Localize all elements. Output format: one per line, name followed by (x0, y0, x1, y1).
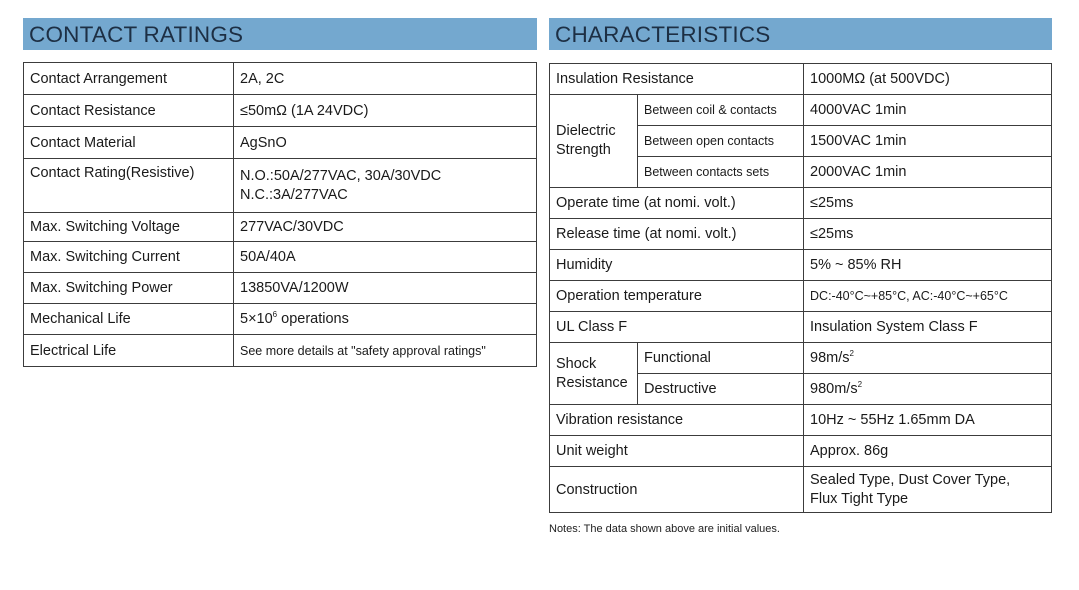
row-value: ≤25ms (804, 188, 1052, 219)
row-label: Unit weight (550, 436, 804, 467)
row-value: 2000VAC 1min (804, 157, 1052, 188)
table-row (550, 436, 1052, 467)
table-row (550, 343, 1052, 374)
row-value: AgSnO (234, 127, 537, 159)
characteristics-table (549, 63, 1052, 513)
row-value: DC:-40°C~+85°C, AC:-40°C~+65°C (804, 281, 1052, 312)
label-line: Dielectric (556, 123, 616, 139)
row-value (804, 467, 1052, 513)
table-row (550, 467, 1052, 513)
row-label: Max. Switching Voltage (24, 213, 234, 242)
row-value: 2A, 2C (234, 63, 537, 95)
row-label: Contact Arrangement (24, 63, 234, 95)
exponent: 2 (857, 380, 863, 390)
value-line: Sealed Type, Dust Cover Type, (810, 471, 1011, 488)
row-value (804, 374, 1052, 405)
table-row (24, 127, 537, 159)
row-value: See more details at "safety approval ratings" (234, 335, 537, 367)
table-row (24, 95, 537, 127)
table-row (24, 273, 537, 304)
row-label: Contact Rating(Resistive) (24, 159, 234, 213)
label-line: Strength (556, 142, 611, 158)
row-label: Contact Material (24, 127, 234, 159)
row-label: Max. Switching Power (24, 273, 234, 304)
table-row (24, 159, 537, 213)
table-row (550, 188, 1052, 219)
value-suffix: operations (277, 311, 349, 327)
row-value: 1500VAC 1min (804, 126, 1052, 157)
row-label: Contact Resistance (24, 95, 234, 127)
row-label: Mechanical Life (24, 304, 234, 335)
row-value: 13850VA/1200W (234, 273, 537, 304)
row-value: 5% ~ 85% RH (804, 250, 1052, 281)
value-line: N.C.:3A/277VAC (240, 186, 348, 203)
contact-ratings-heading: CONTACT RATINGS (23, 18, 537, 50)
row-label: Operate time (at nomi. volt.) (550, 188, 804, 219)
dielectric-strength-label (550, 95, 638, 188)
value-base: 5×10 (240, 311, 273, 327)
row-label: Construction (550, 467, 804, 513)
table-row (24, 335, 537, 367)
row-value: 10Hz ~ 55Hz 1.65mm DA (804, 405, 1052, 436)
row-label: Release time (at nomi. volt.) (550, 219, 804, 250)
row-value: Approx. 86g (804, 436, 1052, 467)
sub-label: Between contacts sets (638, 157, 804, 188)
exponent: 2 (849, 349, 854, 359)
row-value (804, 343, 1052, 374)
table-row (24, 213, 537, 242)
row-value (234, 159, 537, 213)
row-label: UL Class F (550, 312, 804, 343)
contact-ratings-table (23, 62, 537, 367)
table-row (550, 250, 1052, 281)
row-label: Operation temperature (550, 281, 804, 312)
row-value: 277VAC/30VDC (234, 213, 537, 242)
characteristics-heading: CHARACTERISTICS (549, 18, 1052, 50)
row-value (234, 304, 537, 335)
value-base: 980m/s (810, 381, 858, 397)
sub-label: Destructive (638, 374, 804, 405)
row-label: Vibration resistance (550, 405, 804, 436)
row-value: Insulation System Class F (804, 312, 1052, 343)
row-value: ≤50mΩ (1A 24VDC) (234, 95, 537, 127)
row-value: ≤25ms (804, 219, 1052, 250)
value-base: 98m/s (810, 350, 850, 366)
row-label: Insulation Resistance (550, 64, 804, 95)
characteristics-panel (549, 18, 1052, 535)
label-line: Resistance (556, 374, 628, 391)
row-value: 4000VAC 1min (804, 95, 1052, 126)
shock-resistance-label (550, 343, 638, 405)
table-row (550, 405, 1052, 436)
table-row (550, 219, 1052, 250)
table-row (550, 95, 1052, 126)
table-row (550, 64, 1052, 95)
row-label: Electrical Life (24, 335, 234, 367)
notes: Notes: The data shown above are initial values. (549, 523, 780, 535)
table-row (24, 242, 537, 273)
table-row (550, 281, 1052, 312)
row-label: Humidity (550, 250, 804, 281)
exponent: 6 (272, 310, 278, 320)
table-row (24, 63, 537, 95)
table-row (550, 312, 1052, 343)
sub-label: Functional (638, 343, 804, 374)
row-value: 1000MΩ (at 500VDC) (804, 64, 1052, 95)
row-label: Max. Switching Current (24, 242, 234, 273)
value-line: Flux Tight Type (810, 490, 909, 507)
row-value: 50A/40A (234, 242, 537, 273)
contact-ratings-panel (23, 18, 537, 367)
sub-label: Between open contacts (638, 126, 804, 157)
sub-label: Between coil & contacts (638, 95, 804, 126)
label-line: Shock (556, 355, 597, 372)
value-line: N.O.:50A/277VAC, 30A/30VDC (240, 167, 442, 184)
table-row (24, 304, 537, 335)
